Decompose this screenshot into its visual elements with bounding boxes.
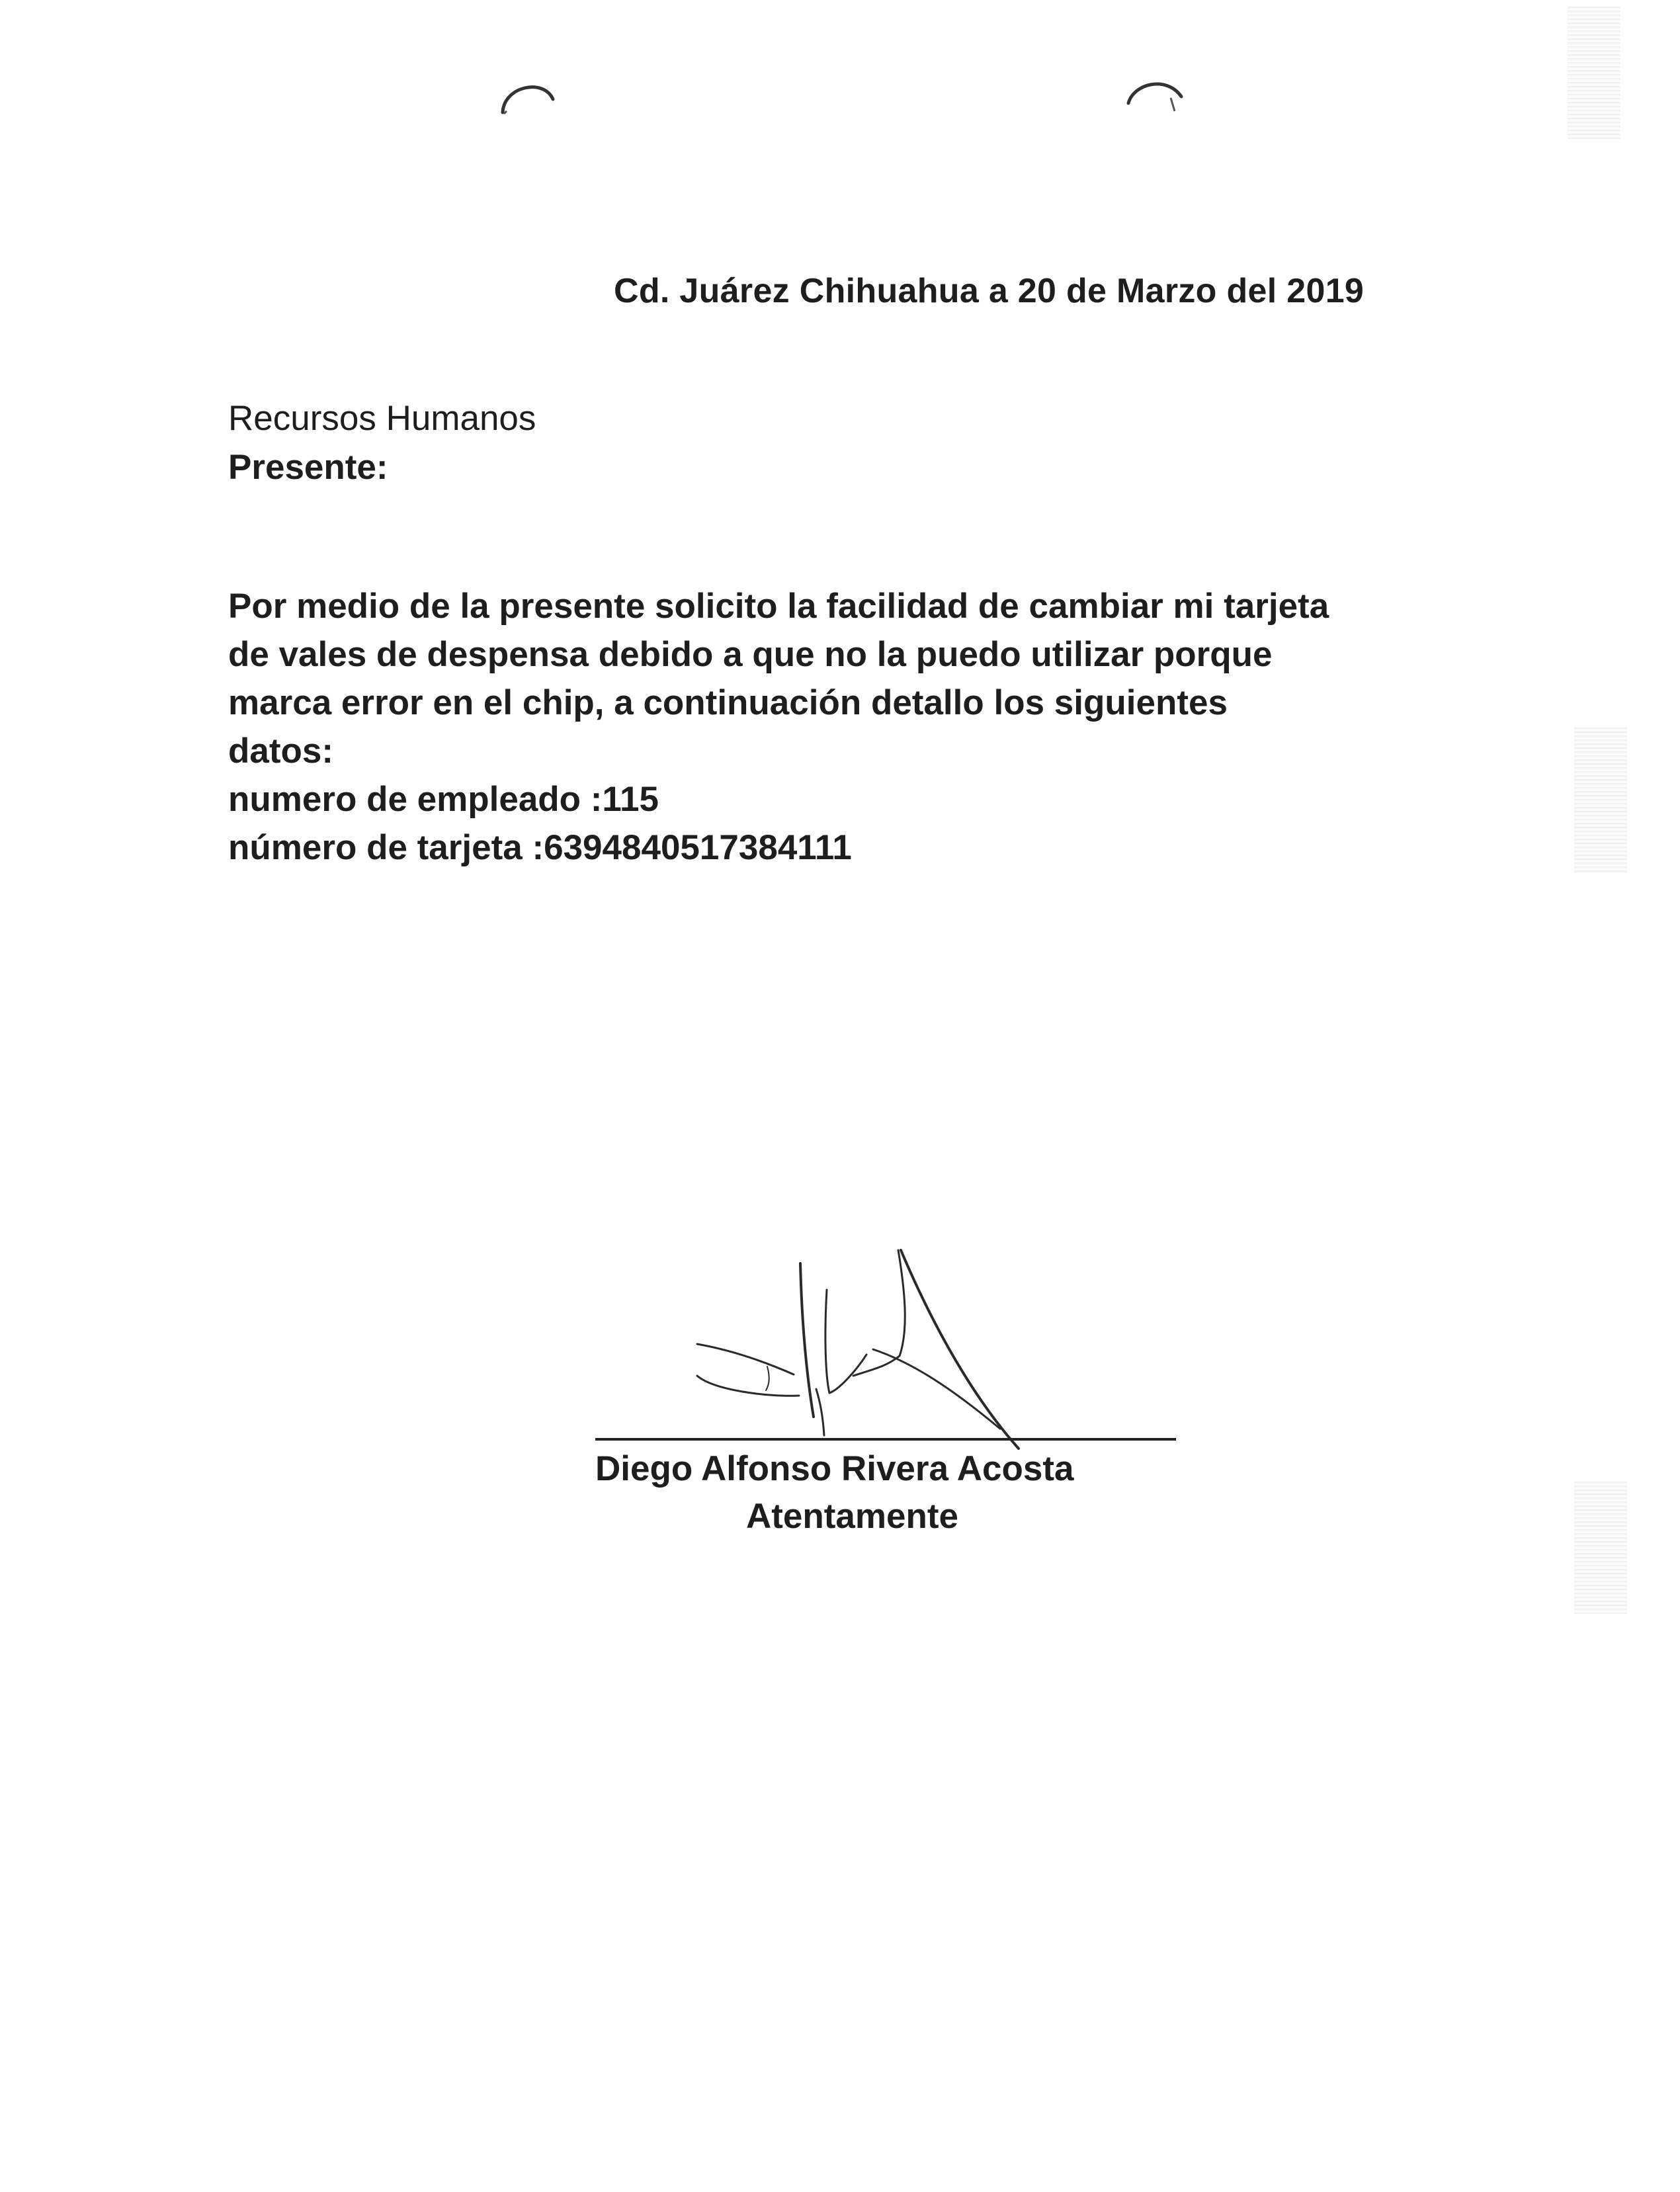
card-number-line: número de tarjeta :6394840517384111 [228,828,852,867]
recipient-block [228,394,536,492]
body-line: Por medio de la presente solicito la facilidad de cambiar mi tarjeta [228,587,1329,626]
handwritten-signature-icon [688,1237,1071,1455]
body-line: de vales de despensa debido a que no la puedo utilizar porque [228,635,1273,674]
punch-hole-icon [497,73,557,119]
signer-name: Diego Alfonso Rivera Acosta [595,1449,1074,1488]
closing: Atentamente [746,1497,959,1536]
greeting: Presente: [228,448,388,487]
scan-noise [1574,728,1627,873]
scan-noise [1574,1482,1627,1614]
employee-number-line: numero de empleado :115 [228,780,659,819]
signature-line [595,1438,1176,1441]
letter-body [228,582,1458,872]
place-date: Cd. Juárez Chihuahua a 20 de Marzo del 2019 [614,272,1365,310]
body-line: datos: [228,732,333,771]
scan-noise [1568,7,1620,139]
body-line: marca error en el chip, a continuación detallo los siguientes [228,683,1228,722]
recipient-department: Recursos Humanos [228,399,536,438]
punch-hole-icon [1124,71,1184,118]
